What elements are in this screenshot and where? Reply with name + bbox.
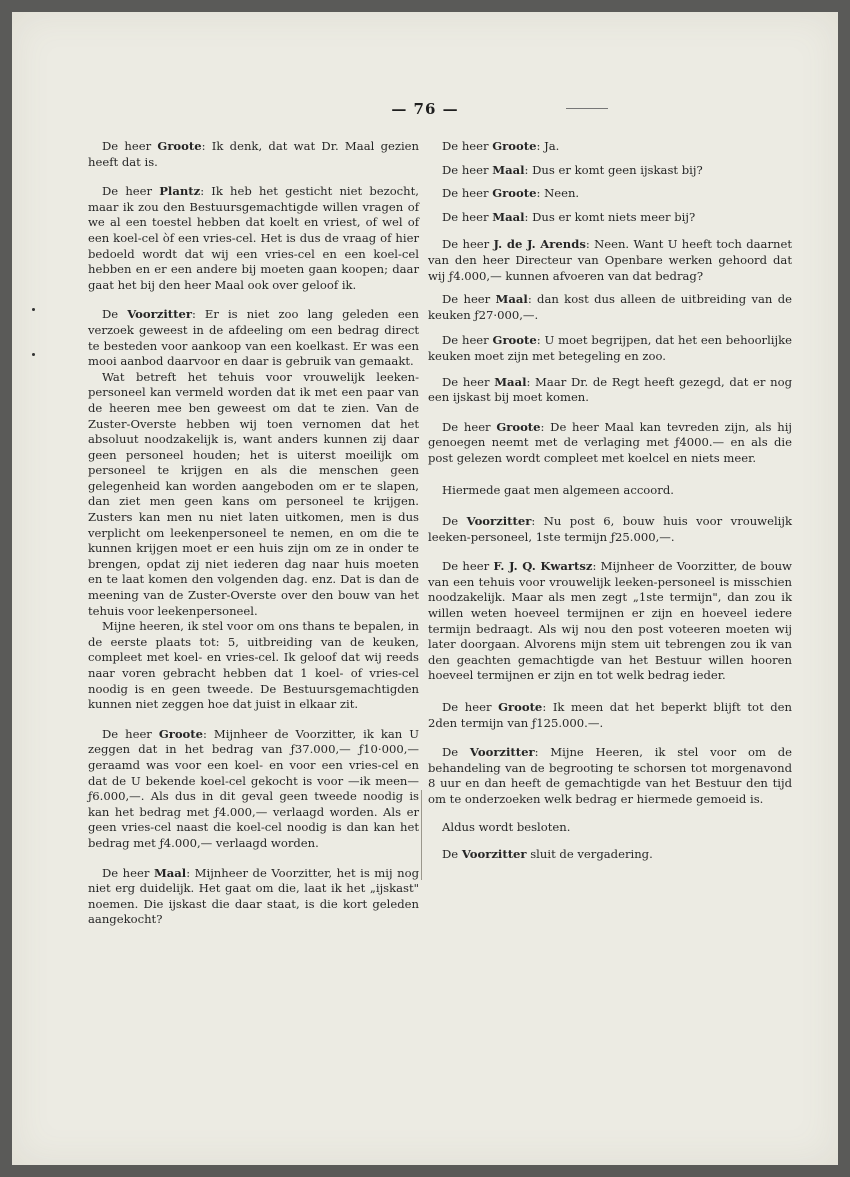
speaker-name: Voorzitter bbox=[127, 307, 192, 322]
speaker-name: Maal bbox=[492, 209, 525, 224]
paragraph: De heer Groote: Ja. bbox=[442, 139, 560, 153]
paragraph: Wat betreft het tehuis voor vrouwelijk leeken-personeel kan vermeld worden dat ik met een paar van de heeren mee ben geweest om dat te zien. Van de Zuster-Overste hebben wij toen vernomen dat het absoluut noodzakelijk is, want anders kunnen zij daar geen personeel houden; het is uiterst moeilijk om personeel te krijgen en als die menschen geen gelegenheid kan worden aangeboden om er te slapen, dan ziet men geen kans om personeel te krijgen. Zusters kan men nu niet laten uitkomen, men is dus verplicht om leekenpersoneel te nemen, en om die te kunnen krijgen moet er een huis zijn om ze in onder te brengen, opdat zij niet iederen dag naar huis moeten en te laat komen den volgenden dag. enz. Dat is dan de meening van de Zuster-Overste over den bouw van het tehuis voor leekenpersoneel. bbox=[88, 369, 419, 618]
paragraph: De heer J. de J. Arends: Neen. Want U heeft toch daarnet van den heer Directeur van Openbare werken gehoord dat wij ƒ4.000,— kunnen afvoeren van dat bedrag? bbox=[428, 237, 792, 283]
header-rule bbox=[566, 108, 608, 109]
paragraph: De heer F. J. Q. Kwartsz: Mijnheer de Voorzitter, de bouw van een tehuis voor vrouwelijk leeken-personeel is misschien noodzakelijk. Maar als men zegt „1ste termijn", dan zou ik willen weten hoeveel termijnen er zijn en hoeveel iedere termijn bedraagt. Als wij nou den post voteeren moeten wij later doorgaan. Alvorens mijn stem uit tebrengen zou ik van den geachten gemachtigde van het Bestuur willen hooren hoeveel termijnen er zijn en tot welk bedrag ieder. bbox=[428, 559, 792, 683]
paragraph: De Voorzitter: Nu post 6, bouw huis voor vrouwelijk leeken-personeel, 1ste termijn ƒ25.000,—. bbox=[428, 514, 793, 544]
paragraph: Hiermede gaat men algemeen accoord. bbox=[442, 482, 674, 497]
speaker-name: Groote bbox=[158, 726, 204, 741]
paragraph: De heer Maal: Maar Dr. de Regt heeft gezegd, dat er nog een ijskast bij moet komen. bbox=[428, 374, 792, 405]
paragraph: De heer Groote: Neen. bbox=[442, 186, 580, 201]
speaker-name: Maal bbox=[492, 162, 525, 177]
page-number: — 76 — bbox=[391, 100, 459, 118]
speaker-name: Maal bbox=[494, 374, 527, 389]
paragraph: De heer Maal: Dus er komt niets meer bij? bbox=[442, 209, 696, 224]
speaker-name: Groote bbox=[492, 333, 537, 348]
speaker-name: Groote bbox=[496, 419, 541, 434]
left-column bbox=[88, 139, 419, 942]
paragraph: Mijne heeren, ik stel voor om ons thans te bepalen, in de eerste plaats tot: 5, uitbreiding van de keuken, compleet met koel- en vries-cel. Ik geloof dat wij reeds naar voren gebracht hebben dat 1 koel- of vries-cel noodig is en geen tweede. De Bestuursgemachtigden kunnen niet zeggen hoe dat juist in elkaar zit. bbox=[88, 619, 419, 712]
speaker-name: Groote bbox=[157, 139, 202, 153]
column-rule bbox=[421, 790, 422, 880]
speaker-name: Maal bbox=[153, 865, 187, 880]
paragraph: De heer Plantz: Ik heb het gesticht niet bezocht, maar ik zou den Bestuursgemachtigde willen vragen of we al een toestel hebben dat koelt en vriest, of wel of een koel-cel òf een vries-cel. Het is dus de vraag of hier bedoeld wordt dat wij een vries-cel en een koel-cel hebben en er een andere bij moeten gaan koopen; daar gaat het bij den heer Maal ook over geloof ik. bbox=[88, 184, 419, 292]
paragraph: De heer Groote: De heer Maal kan tevreden zijn, als hij genoegen neemt met de verlaging met ƒ4000.— en als die post gelezen wordt compleet met koelcel en niets meer. bbox=[428, 419, 792, 465]
paragraph: De Voorzitter sluit de vergadering. bbox=[442, 847, 653, 862]
paragraph: De heer Groote: Ik meen dat het beperkt blijft tot den 2den termijn van ƒ125.000.—. bbox=[428, 700, 792, 730]
speaker-name: Voorzitter bbox=[469, 745, 535, 760]
paragraph: De heer Groote: Ik denk, dat wat Dr. Maal gezien heeft dat is. bbox=[88, 139, 419, 169]
speaker-name: Groote bbox=[498, 700, 543, 715]
paragraph: De heer Maal: Dus er komt geen ijskast bij? bbox=[442, 162, 703, 177]
paragraph: De heer Groote: Mijnheer de Voorzitter, ik kan U zeggen dat in het bedrag van ƒ37.000,— ƒ10·000,— geraamd was voor een koel- en voor een vries-cel en dat de U bekende koel-cel gekocht is voor —ik meen— ƒ6.000,—. Als dus in dit geval geen tweede noodig is kan het bedrag met ƒ4.000,— verlaagd worden. Als er geen vries-cel naast die koel-cel noodig is dan kan het bedrag met ƒ4.000,— verlaagd worden. bbox=[88, 726, 419, 850]
paragraph: Aldus wordt besloten. bbox=[442, 819, 571, 834]
paragraph: De heer Maal: dan kost dus alleen de uitbreiding van de keuken ƒ27·000,—. bbox=[428, 292, 792, 322]
speaker-name: Voorzitter bbox=[461, 847, 527, 862]
paragraph: De heer Groote: U moet begrijpen, dat het een behoorlijke keuken moet zijn met betegeling en zoo. bbox=[428, 333, 792, 363]
speaker-name: Groote bbox=[492, 186, 537, 201]
paragraph: De Voorzitter: Mijne Heeren, ik stel voor om de behandeling van de begrooting te schorsen tot morgenavond 8 uur en dan heeft de gemachtigde van het Bestuur den tijd om te onderzoeken welk bedrag er hiermede gemoeid is. bbox=[428, 745, 792, 806]
right-column bbox=[428, 139, 792, 863]
speaker-name: Groote bbox=[492, 139, 537, 153]
paragraph: De heer Maal: Mijnheer de Voorzitter, het is mij nog niet erg duidelijk. Het gaat om die, laat ik het „ijskast" noemen. Die ijskast die daar staat, is die kort geleden aangekocht? bbox=[88, 865, 419, 927]
speaker-name: F. J. Q. Kwartsz bbox=[493, 559, 593, 574]
margin-mark bbox=[32, 353, 35, 356]
margin-mark bbox=[32, 308, 35, 311]
paragraph: De Voorzitter: Er is niet zoo lang geleden een verzoek geweest in de afdeeling om een bedrag direct te besteden voor aankoop van een koelkast. Er was een mooi aanbod daarvoor en daar is gebruik van gemaakt. bbox=[88, 307, 420, 369]
speaker-name: Voorzitter bbox=[466, 514, 532, 529]
speaker-name: J. de J. Arends bbox=[493, 237, 586, 252]
speaker-name: Plantz bbox=[159, 184, 201, 199]
speaker-name: Maal bbox=[495, 292, 528, 307]
